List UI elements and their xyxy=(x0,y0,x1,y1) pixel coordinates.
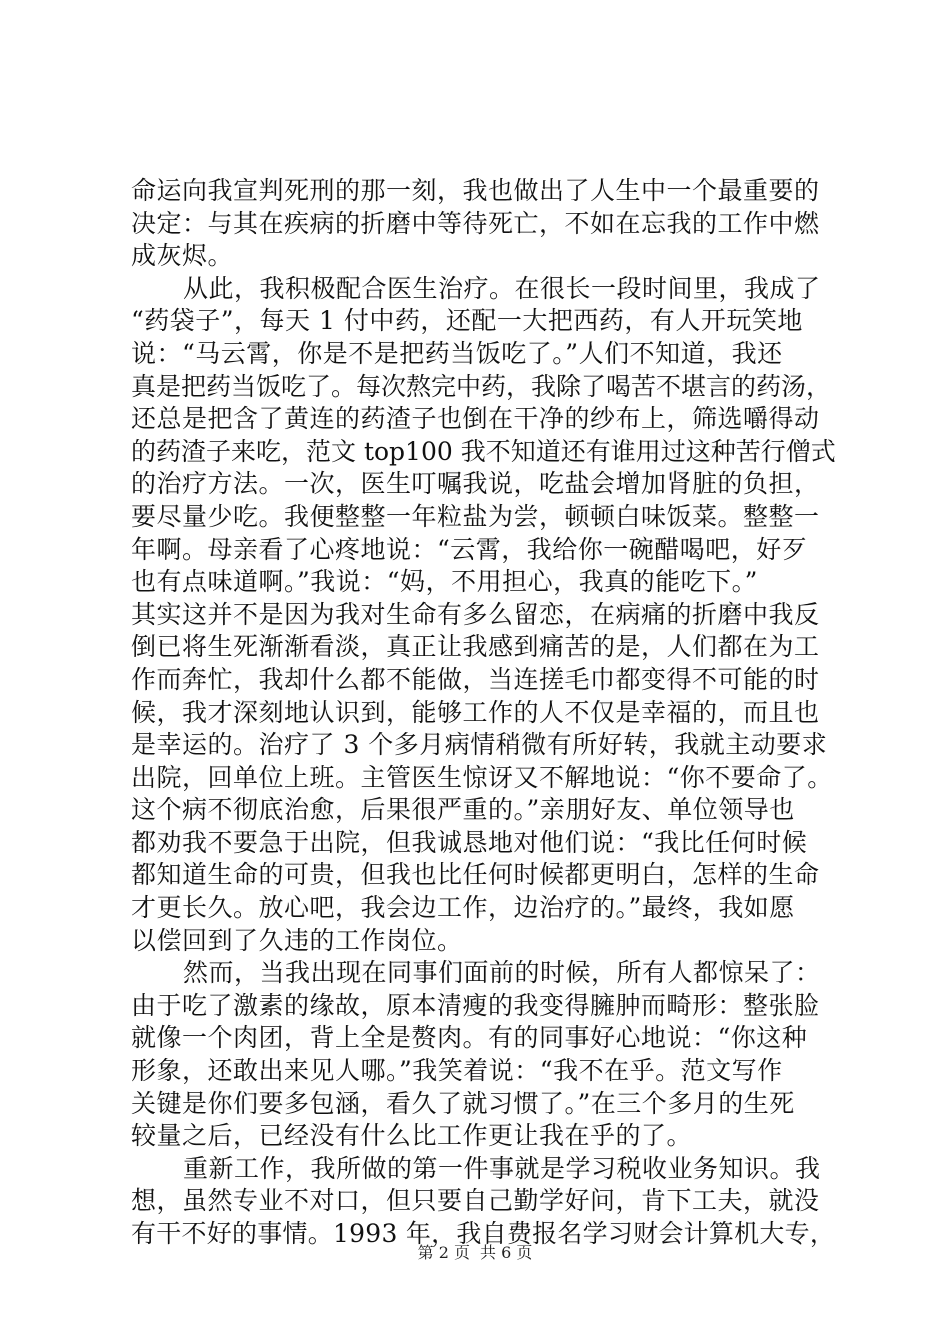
text-line: 形象，还敢出来见人哪。”我笑着说：“我不在乎。范文写作 xyxy=(131,1056,783,1086)
paragraph-first-line: 重新工作，我所做的第一件事就是学习税收业务知识。我 xyxy=(183,1153,821,1183)
text-line: 出院，回单位上班。主管医生惊讶又不解地说：“你不要命了。 xyxy=(131,762,833,792)
text-line: 是幸运的。治疗了 3 个多月病情稍微有所好转，我就主动要求 xyxy=(131,730,828,760)
text-line: 的治疗方法。一次，医生叮嘱我说，吃盐会增加肾脏的负担， xyxy=(131,469,820,499)
page-total: 共 6 页 xyxy=(480,1243,533,1262)
text-line: 就像一个肉团，背上全是赘肉。有的同事好心地说：“你这种 xyxy=(131,1023,808,1053)
text-line: 成灰烬。 xyxy=(131,241,234,271)
text-line: 的药渣子来吃，范文 top100 我不知道还有谁用过这种苦行僧式 xyxy=(131,436,836,466)
paragraph-first-line: 然而，当我出现在同事们面前的时候，所有人都惊呆了： xyxy=(183,958,821,988)
text-line: 倒已将生死渐渐看淡，真正让我感到痛苦的是，人们都在为工 xyxy=(131,632,820,662)
text-line: 关键是你们要多包涵，看久了就习惯了。”在三个多月的生死 xyxy=(131,1088,795,1118)
text-line: 年啊。母亲看了心疼地说：“云霄，我给你一碗醋喝吧，好歹 xyxy=(131,534,808,564)
text-line: 有干不好的事情。1993 年，我自费报名学习财会计算机大专， xyxy=(131,1219,836,1248)
text-line: 都知道生命的可贵，但我也比任何时候都更明白，怎样的生命 xyxy=(131,860,820,890)
text-line: 这个病不彻底治愈，后果很严重的。”亲朋好友、单位领导也 xyxy=(131,795,795,825)
page-footer xyxy=(0,1243,950,1263)
text-line: 其实这并不是因为我对生命有多么留恋，在病痛的折磨中我反 xyxy=(131,599,820,629)
text-line: 决定：与其在疾病的折磨中等待死亡，不如在忘我的工作中燃 xyxy=(131,208,820,238)
text-line: 命运向我宣判死刑的那一刻，我也做出了人生中一个最重要的 xyxy=(131,176,820,205)
text-line: 较量之后，已经没有什么比工作更让我在乎的了。 xyxy=(131,1121,693,1151)
text-line: 想，虽然专业不对口，但只要自己勤学好问，肯下工夫，就没 xyxy=(131,1186,820,1216)
document-body xyxy=(131,175,836,1251)
text-line: 作而奔忙，我却什么都不能做，当连搓毛巾都变得不可能的时 xyxy=(131,664,820,694)
text-line: “药袋子”，每天 1 付中药，还配一大把西药，有人开玩笑地 xyxy=(131,306,803,336)
text-line: 才更长久。放心吧，我会边工作，边治疗的。”最终，我如愿 xyxy=(131,893,795,923)
text-line: 说：“马云霄，你是不是把药当饭吃了。”人们不知道，我还 xyxy=(131,338,783,368)
text-line: 候，我才深刻地认识到，能够工作的人不仅是幸福的，而且也 xyxy=(131,697,820,727)
paragraph-first-line: 从此，我积极配合医生治疗。在很长一段时间里，我成了 xyxy=(183,273,821,303)
text-line: 也有点味道啊。”我说：“妈，不用担心，我真的能吃下。” xyxy=(131,567,758,597)
page-number: 第 2 页 xyxy=(417,1243,470,1262)
text-line: 还总是把含了黄连的药渣子也倒在干净的纱布上，筛选嚼得动 xyxy=(131,404,820,434)
text-line: 以偿回到了久违的工作岗位。 xyxy=(131,925,463,955)
text-line: 真是把药当饭吃了。每次熬完中药，我除了喝苦不堪言的药汤， xyxy=(131,371,832,401)
text-line: 都劝我不要急于出院，但我诚恳地对他们说：“我比任何时候 xyxy=(131,827,808,857)
text-line: 由于吃了激素的缘故，原本清瘦的我变得臃肿而畸形：整张脸 xyxy=(131,990,820,1020)
text-line: 要尽量少吃。我便整整一年粒盐为尝，顿顿白味饭菜。整整一 xyxy=(131,501,820,531)
